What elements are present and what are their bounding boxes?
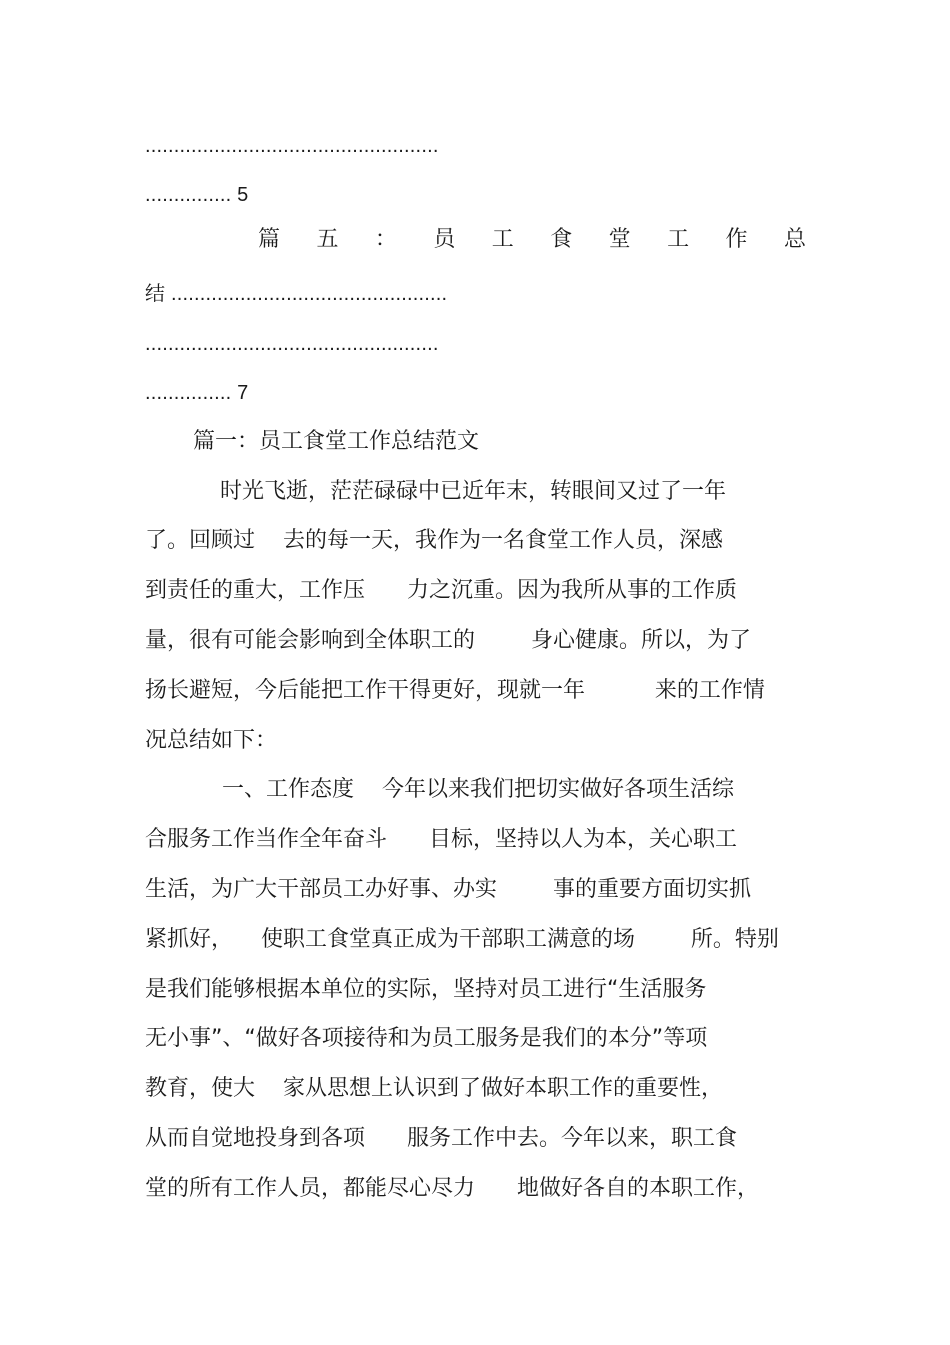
paragraph-line: 堂的所有工作人员，都能尽心尽力 地做好各自的本职工作， [145,1176,759,1201]
toc-char: 篇 [258,227,281,252]
paragraph-line: 从而自觉地投身到各项 服务工作中去。今年以来，职工食 [145,1126,737,1151]
paragraph-line: 生活，为广大干部员工办好事、办实 事的重要方面切实抓 [145,877,751,902]
toc-char: 工 [667,227,690,252]
section-heading: 篇一：员工食堂工作总结范文 [193,429,480,454]
toc-page-number-line: ............... 5 [145,184,249,206]
paragraph-line: 到责任的重大，工作压 力之沉重。因为我所从事的工作质 [145,578,737,603]
paragraph-line: 况总结如下： [145,728,278,753]
paragraph-line: 无小事”、“做好各项接待和为员工服务是我们的本分”等项 [145,1026,708,1051]
toc-char: ： [374,227,397,252]
toc-char: 员 [433,227,456,252]
toc-char: 总 [783,227,806,252]
paragraph-line: 是我们能够根据本单位的实际，坚持对员工进行“生活服务 [145,977,707,1002]
toc-char: 工 [491,227,514,252]
toc-page-number-line: ............... 7 [145,382,249,404]
toc-entry-tail: 结 ................................................ [145,283,448,305]
paragraph-line: 教育，使大 家从思想上认识到了做好本职工作的重要性， [145,1076,723,1101]
paragraph-line: 量，很有可能会影响到全体职工的 身心健康。所以，为了 [145,628,751,653]
toc-char: 作 [725,227,748,252]
paragraph-line: 一、工作态度 今年以来我们把切实做好各项生活综 [222,777,734,802]
toc-char: 堂 [608,227,631,252]
toc-char: 五 [316,227,339,252]
toc-dot-leader: ................................................... [145,135,439,157]
toc-dot-leader: ................................................... [145,333,439,355]
paragraph-line: 紧抓好， 使职工食堂真正成为干部职工满意的场 所。特别 [145,927,779,952]
toc-char: 食 [550,227,573,252]
paragraph-line: 了。回顾过 去的每一天，我作为一名食堂工作人员，深感 [145,528,723,553]
paragraph-line: 合服务工作当作全年奋斗 目标，坚持以人为本，关心职工 [145,827,737,852]
paragraph-line: 扬长避短，今后能把工作干得更好，现就一年 来的工作情 [145,678,765,703]
toc-entry-title [258,226,806,254]
paragraph-line: 时光飞逝，茫茫碌碌中已近年末，转眼间又过了一年 [220,479,727,504]
